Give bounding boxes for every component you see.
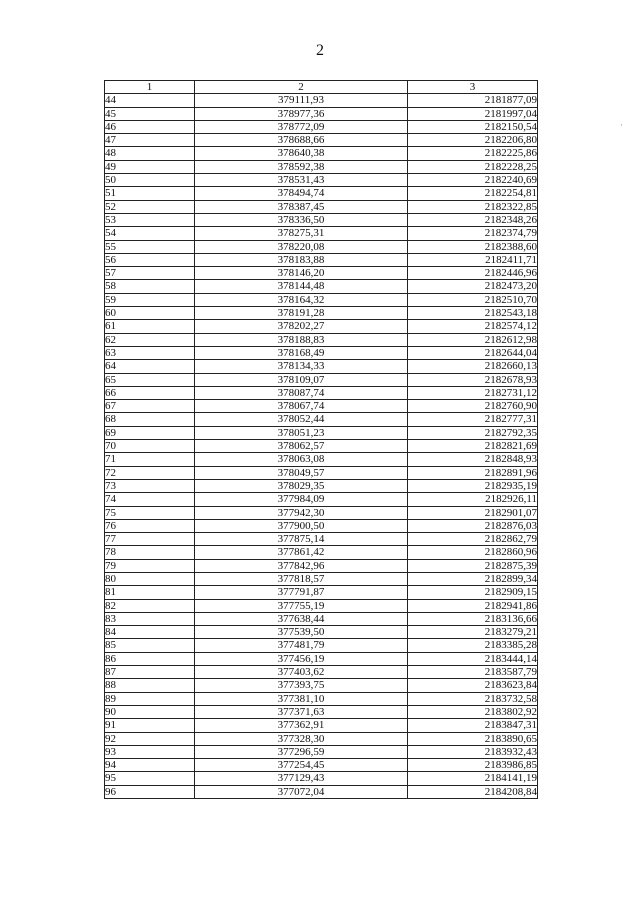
table-row <box>105 200 538 213</box>
table-row <box>105 652 538 665</box>
table-row <box>105 612 538 625</box>
x-coordinate-cell: 377875,14 <box>195 533 408 546</box>
x-coordinate-cell: 378531,43 <box>195 174 408 187</box>
point-number-cell: 87 <box>105 666 195 679</box>
x-coordinate-cell: 378387,45 <box>195 200 408 213</box>
x-coordinate-cell: 378168,49 <box>195 346 408 359</box>
point-number-cell: 48 <box>105 147 195 160</box>
y-coordinate-cell: 2184208,84 <box>408 785 538 798</box>
table-row <box>105 692 538 705</box>
table-row <box>105 572 538 585</box>
table-row <box>105 160 538 173</box>
point-number-cell: 45 <box>105 107 195 120</box>
x-coordinate-cell: 377371,63 <box>195 705 408 718</box>
table-row <box>105 626 538 639</box>
table-row <box>105 719 538 732</box>
point-number-cell: 59 <box>105 293 195 306</box>
y-coordinate-cell: 2182411,71 <box>408 253 538 266</box>
table-row <box>105 533 538 546</box>
table-row <box>105 174 538 187</box>
point-number-cell: 63 <box>105 346 195 359</box>
point-number-cell: 88 <box>105 679 195 692</box>
y-coordinate-cell: 2183932,43 <box>408 745 538 758</box>
y-coordinate-cell: 2182848,93 <box>408 453 538 466</box>
table-row <box>105 134 538 147</box>
table-row <box>105 373 538 386</box>
y-coordinate-cell: 2182862,79 <box>408 533 538 546</box>
table-row <box>105 759 538 772</box>
table-row <box>105 519 538 532</box>
y-coordinate-cell: 2182941,86 <box>408 599 538 612</box>
point-number-cell: 92 <box>105 732 195 745</box>
y-coordinate-cell: 2181877,09 <box>408 94 538 107</box>
y-coordinate-cell: 2183136,66 <box>408 612 538 625</box>
table-row <box>105 413 538 426</box>
x-coordinate-cell: 377638,44 <box>195 612 408 625</box>
point-number-cell: 89 <box>105 692 195 705</box>
point-number-cell: 51 <box>105 187 195 200</box>
table-row <box>105 453 538 466</box>
table-row <box>105 546 538 559</box>
table-row <box>105 307 538 320</box>
x-coordinate-cell: 378164,32 <box>195 293 408 306</box>
point-number-cell: 85 <box>105 639 195 652</box>
y-coordinate-cell: 2183802,92 <box>408 705 538 718</box>
x-coordinate-cell: 377984,09 <box>195 493 408 506</box>
x-coordinate-cell: 377900,50 <box>195 519 408 532</box>
point-number-cell: 81 <box>105 586 195 599</box>
x-coordinate-cell: 377072,04 <box>195 785 408 798</box>
point-number-cell: 55 <box>105 240 195 253</box>
y-coordinate-cell: 2182731,12 <box>408 386 538 399</box>
y-coordinate-cell: 2182374,79 <box>408 227 538 240</box>
y-coordinate-cell: 2182446,96 <box>408 267 538 280</box>
point-number-cell: 67 <box>105 400 195 413</box>
y-coordinate-cell: 2182150,54 <box>408 120 538 133</box>
y-coordinate-cell: 2183986,85 <box>408 759 538 772</box>
x-coordinate-cell: 377861,42 <box>195 546 408 559</box>
point-number-cell: 64 <box>105 360 195 373</box>
point-number-cell: 91 <box>105 719 195 732</box>
point-number-cell: 65 <box>105 373 195 386</box>
table-row <box>105 147 538 160</box>
x-coordinate-cell: 378051,23 <box>195 426 408 439</box>
table-row <box>105 386 538 399</box>
point-number-cell: 74 <box>105 493 195 506</box>
x-coordinate-cell: 377456,19 <box>195 652 408 665</box>
point-number-cell: 62 <box>105 333 195 346</box>
x-coordinate-cell: 377842,96 <box>195 559 408 572</box>
y-coordinate-cell: 2182891,96 <box>408 466 538 479</box>
y-coordinate-cell: 2184141,19 <box>408 772 538 785</box>
y-coordinate-cell: 2182899,34 <box>408 572 538 585</box>
y-coordinate-cell: 2182860,96 <box>408 546 538 559</box>
x-coordinate-cell: 377328,30 <box>195 732 408 745</box>
table-row <box>105 426 538 439</box>
point-number-cell: 68 <box>105 413 195 426</box>
x-coordinate-cell: 378062,57 <box>195 440 408 453</box>
x-coordinate-cell: 377403,62 <box>195 666 408 679</box>
table-row <box>105 599 538 612</box>
y-coordinate-cell: 2182348,26 <box>408 213 538 226</box>
point-number-cell: 96 <box>105 785 195 798</box>
y-coordinate-cell: 2181997,04 <box>408 107 538 120</box>
x-coordinate-cell: 377791,87 <box>195 586 408 599</box>
point-number-cell: 61 <box>105 320 195 333</box>
point-number-cell: 69 <box>105 426 195 439</box>
table-row <box>105 360 538 373</box>
table-row <box>105 732 538 745</box>
x-coordinate-cell: 377393,75 <box>195 679 408 692</box>
point-number-cell: 49 <box>105 160 195 173</box>
y-coordinate-cell: 2182644,04 <box>408 346 538 359</box>
x-coordinate-cell: 378146,20 <box>195 267 408 280</box>
point-number-cell: 56 <box>105 253 195 266</box>
table-row <box>105 320 538 333</box>
point-number-cell: 93 <box>105 745 195 758</box>
x-coordinate-cell: 378052,44 <box>195 413 408 426</box>
table-row <box>105 559 538 572</box>
x-coordinate-cell: 378183,88 <box>195 253 408 266</box>
point-number-cell: 79 <box>105 559 195 572</box>
point-number-cell: 47 <box>105 134 195 147</box>
y-coordinate-cell: 2182388,60 <box>408 240 538 253</box>
x-coordinate-cell: 378275,31 <box>195 227 408 240</box>
x-coordinate-cell: 378067,74 <box>195 400 408 413</box>
table-row <box>105 440 538 453</box>
y-coordinate-cell: 2183444,14 <box>408 652 538 665</box>
x-coordinate-cell: 378191,28 <box>195 307 408 320</box>
table-row <box>105 94 538 107</box>
x-coordinate-cell: 378592,38 <box>195 160 408 173</box>
table-row <box>105 466 538 479</box>
point-number-cell: 80 <box>105 572 195 585</box>
table-row <box>105 253 538 266</box>
table-row <box>105 227 538 240</box>
y-coordinate-cell: 2183623,84 <box>408 679 538 692</box>
y-coordinate-cell: 2182206,80 <box>408 134 538 147</box>
table-row <box>105 213 538 226</box>
table-row <box>105 745 538 758</box>
point-number-cell: 60 <box>105 307 195 320</box>
table-row <box>105 772 538 785</box>
x-coordinate-cell: 378087,74 <box>195 386 408 399</box>
table-row <box>105 639 538 652</box>
y-coordinate-cell: 2182510,70 <box>408 293 538 306</box>
table-row <box>105 479 538 492</box>
point-number-cell: 58 <box>105 280 195 293</box>
table-row <box>105 187 538 200</box>
x-coordinate-cell: 378063,08 <box>195 453 408 466</box>
x-coordinate-cell: 377942,30 <box>195 506 408 519</box>
column-header-x: 2 <box>195 81 408 94</box>
table-row <box>105 293 538 306</box>
x-coordinate-cell: 378109,07 <box>195 373 408 386</box>
y-coordinate-cell: 2182875,39 <box>408 559 538 572</box>
table-row <box>105 280 538 293</box>
y-coordinate-cell: 2183847,31 <box>408 719 538 732</box>
x-coordinate-cell: 378188,83 <box>195 333 408 346</box>
y-coordinate-cell: 2182612,98 <box>408 333 538 346</box>
coordinates-table <box>104 80 538 799</box>
point-number-cell: 44 <box>105 94 195 107</box>
table-row <box>105 493 538 506</box>
y-coordinate-cell: 2182322,85 <box>408 200 538 213</box>
x-coordinate-cell: 378029,35 <box>195 479 408 492</box>
point-number-cell: 90 <box>105 705 195 718</box>
x-coordinate-cell: 377296,59 <box>195 745 408 758</box>
y-coordinate-cell: 2182473,20 <box>408 280 538 293</box>
x-coordinate-cell: 377755,19 <box>195 599 408 612</box>
y-coordinate-cell: 2182792,35 <box>408 426 538 439</box>
y-coordinate-cell: 2182935,19 <box>408 479 538 492</box>
table-row <box>105 346 538 359</box>
y-coordinate-cell: 2182660,13 <box>408 360 538 373</box>
table-row <box>105 120 538 133</box>
table-header-row <box>105 81 538 94</box>
point-number-cell: 77 <box>105 533 195 546</box>
table-row <box>105 586 538 599</box>
table-row <box>105 679 538 692</box>
y-coordinate-cell: 2182228,25 <box>408 160 538 173</box>
point-number-cell: 95 <box>105 772 195 785</box>
y-coordinate-cell: 2182821,69 <box>408 440 538 453</box>
point-number-cell: 83 <box>105 612 195 625</box>
table-row <box>105 240 538 253</box>
y-coordinate-cell: 2182926,11 <box>408 493 538 506</box>
point-number-cell: 71 <box>105 453 195 466</box>
table-row <box>105 333 538 346</box>
y-coordinate-cell: 2183890,65 <box>408 732 538 745</box>
x-coordinate-cell: 378049,57 <box>195 466 408 479</box>
y-coordinate-cell: 2182254,81 <box>408 187 538 200</box>
point-number-cell: 94 <box>105 759 195 772</box>
x-coordinate-cell: 378640,38 <box>195 147 408 160</box>
y-coordinate-cell: 2182225,86 <box>408 147 538 160</box>
column-header-number: 1 <box>105 81 195 94</box>
x-coordinate-cell: 378336,50 <box>195 213 408 226</box>
y-coordinate-cell: 2182901,07 <box>408 506 538 519</box>
y-coordinate-cell: 2182777,31 <box>408 413 538 426</box>
x-coordinate-cell: 377254,45 <box>195 759 408 772</box>
x-coordinate-cell: 377362,91 <box>195 719 408 732</box>
y-coordinate-cell: 2182543,18 <box>408 307 538 320</box>
point-number-cell: 70 <box>105 440 195 453</box>
y-coordinate-cell: 2183587,79 <box>408 666 538 679</box>
point-number-cell: 78 <box>105 546 195 559</box>
table-row <box>105 666 538 679</box>
x-coordinate-cell: 377381,10 <box>195 692 408 705</box>
x-coordinate-cell: 378220,08 <box>195 240 408 253</box>
x-coordinate-cell: 378977,36 <box>195 107 408 120</box>
point-number-cell: 75 <box>105 506 195 519</box>
point-number-cell: 72 <box>105 466 195 479</box>
point-number-cell: 73 <box>105 479 195 492</box>
point-number-cell: 84 <box>105 626 195 639</box>
point-number-cell: 86 <box>105 652 195 665</box>
table-row <box>105 705 538 718</box>
point-number-cell: 54 <box>105 227 195 240</box>
x-coordinate-cell: 378144,48 <box>195 280 408 293</box>
y-coordinate-cell: 2182574,12 <box>408 320 538 333</box>
y-coordinate-cell: 2183279,21 <box>408 626 538 639</box>
x-coordinate-cell: 379111,93 <box>195 94 408 107</box>
y-coordinate-cell: 2182760,90 <box>408 400 538 413</box>
point-number-cell: 76 <box>105 519 195 532</box>
x-coordinate-cell: 378688,66 <box>195 134 408 147</box>
x-coordinate-cell: 378494,74 <box>195 187 408 200</box>
x-coordinate-cell: 378202,27 <box>195 320 408 333</box>
y-coordinate-cell: 2182909,15 <box>408 586 538 599</box>
y-coordinate-cell: 2182678,93 <box>408 373 538 386</box>
y-coordinate-cell: 2183732,58 <box>408 692 538 705</box>
x-coordinate-cell: 377539,50 <box>195 626 408 639</box>
x-coordinate-cell: 378134,33 <box>195 360 408 373</box>
point-number-cell: 50 <box>105 174 195 187</box>
page-number: 2 <box>316 42 324 59</box>
point-number-cell: 66 <box>105 386 195 399</box>
table-row <box>105 267 538 280</box>
point-number-cell: 52 <box>105 200 195 213</box>
point-number-cell: 53 <box>105 213 195 226</box>
x-coordinate-cell: 378772,09 <box>195 120 408 133</box>
y-coordinate-cell: 2182876,03 <box>408 519 538 532</box>
x-coordinate-cell: 377818,57 <box>195 572 408 585</box>
point-number-cell: 82 <box>105 599 195 612</box>
point-number-cell: 46 <box>105 120 195 133</box>
table-row <box>105 400 538 413</box>
x-coordinate-cell: 377481,79 <box>195 639 408 652</box>
table-row <box>105 785 538 798</box>
point-number-cell: 57 <box>105 267 195 280</box>
y-coordinate-cell: 2182240,69 <box>408 174 538 187</box>
table-row <box>105 506 538 519</box>
margin-mark: · <box>620 120 623 130</box>
column-header-y: 3 <box>408 81 538 94</box>
x-coordinate-cell: 377129,43 <box>195 772 408 785</box>
table-row <box>105 107 538 120</box>
y-coordinate-cell: 2183385,28 <box>408 639 538 652</box>
